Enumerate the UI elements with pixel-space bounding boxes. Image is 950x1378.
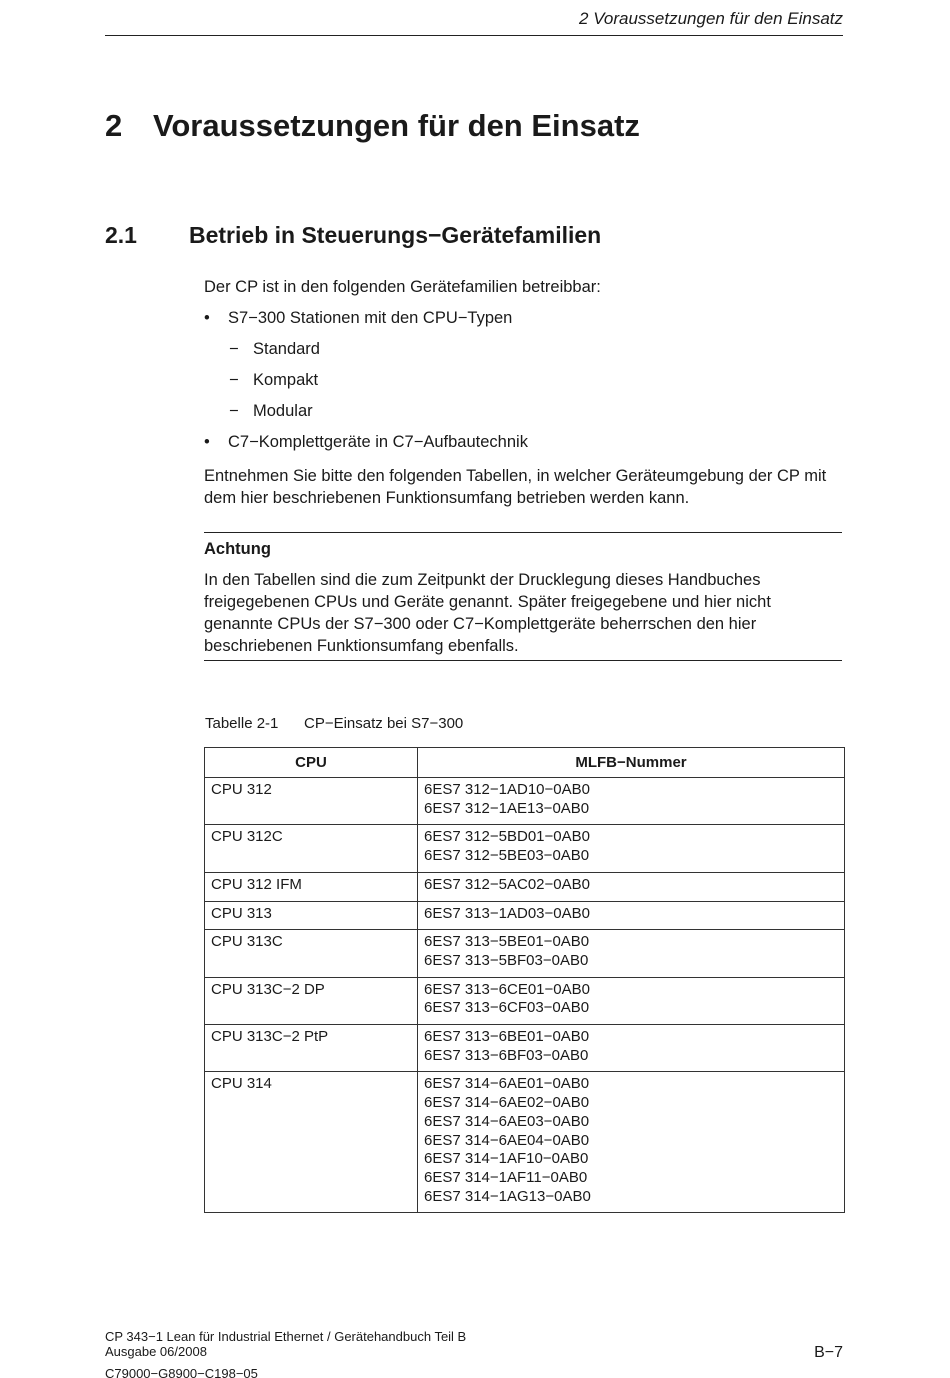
dash-text: Modular xyxy=(253,402,313,420)
table-row xyxy=(205,1025,845,1072)
mlfb-number: 6ES7 314−6AE02−0AB0 xyxy=(424,1094,590,1112)
mlfb-number: 6ES7 312−5BD01−0AB0 xyxy=(424,828,590,846)
mlfb-cell xyxy=(418,872,845,901)
cpu-cell: CPU 312C xyxy=(205,825,418,872)
table-row xyxy=(205,930,845,977)
table-caption-label: Tabelle 2-1 xyxy=(205,715,279,732)
mlfb-cell xyxy=(418,901,845,930)
bullet-item xyxy=(204,309,512,328)
dash-item xyxy=(229,371,318,390)
cpu-cell: CPU 312 IFM xyxy=(205,872,418,901)
note-title: Achtung xyxy=(204,540,271,558)
mlfb-cell xyxy=(418,930,845,977)
dash-item xyxy=(229,402,313,421)
header-rule xyxy=(105,35,843,36)
column-header-mlfb: MLFB−Nummer xyxy=(418,748,845,778)
table-header-row xyxy=(205,748,845,778)
mlfb-number: 6ES7 314−1AF11−0AB0 xyxy=(424,1168,588,1186)
section-title xyxy=(105,222,601,249)
mlfb-number: 6ES7 314−6AE03−0AB0 xyxy=(424,1112,590,1130)
table-row xyxy=(205,901,845,930)
mlfb-number: 6ES7 313−6CE01−0AB0 xyxy=(424,980,590,998)
mlfb-number: 6ES7 314−1AG13−0AB0 xyxy=(424,1187,591,1205)
footer-manual-title: CP 343−1 Lean für Industrial Ethernet / Gerätehandbuch Teil B xyxy=(105,1329,467,1344)
mlfb-number: 6ES7 312−1AE13−0AB0 xyxy=(424,799,590,817)
chapter-title-text: Voraussetzungen für den Einsatz xyxy=(153,108,640,143)
dash-text: Kompakt xyxy=(253,371,319,389)
mlfb-number: 6ES7 313−5BE01−0AB0 xyxy=(424,933,590,951)
table-row xyxy=(205,1072,845,1213)
table-caption xyxy=(205,715,463,732)
table-row xyxy=(205,825,845,872)
cpu-cell: CPU 312 xyxy=(205,778,418,825)
mlfb-number: 6ES7 313−6BE01−0AB0 xyxy=(424,1028,590,1046)
bullet-mark: • xyxy=(204,433,210,451)
cpu-cell: CPU 313C−2 PtP xyxy=(205,1025,418,1072)
mlfb-number: 6ES7 313−1AD03−0AB0 xyxy=(424,904,590,922)
mlfb-number: 6ES7 313−6CF03−0AB0 xyxy=(424,999,590,1017)
bullet-text: S7−300 Stationen mit den CPU−Typen xyxy=(228,309,513,327)
running-header: 2 Voraussetzungen für den Einsatz xyxy=(579,9,843,28)
footer-info xyxy=(105,1330,466,1359)
mlfb-number: 6ES7 312−1AD10−0AB0 xyxy=(424,781,590,798)
mlfb-cell xyxy=(418,1072,845,1213)
table-row xyxy=(205,977,845,1024)
table-row xyxy=(205,872,845,901)
bullet-text: C7−Komplettgeräte in C7−Aufbautechnik xyxy=(228,433,528,451)
dash-mark: − xyxy=(229,371,239,389)
table-row xyxy=(205,778,845,825)
body-paragraph: Entnehmen Sie bitte den folgenden Tabellen, in welcher Geräteumgebung der CP mit dem hier beschriebenen Funktionsumfang betrieben werden kann. xyxy=(204,467,827,507)
mlfb-cell xyxy=(418,778,845,825)
table-body xyxy=(205,778,845,1213)
intro-text: Der CP ist in den folgenden Gerätefamilien betreibbar: xyxy=(204,278,601,296)
cpu-table xyxy=(204,747,845,1213)
mlfb-number: 6ES7 314−6AE01−0AB0 xyxy=(424,1075,590,1093)
section-title-text: Betrieb in Steuerungs−Gerätefamilien xyxy=(189,222,602,248)
chapter-title xyxy=(105,108,640,144)
bullet-mark: • xyxy=(204,309,210,327)
mlfb-number: 6ES7 312−5BE03−0AB0 xyxy=(424,847,590,865)
mlfb-number: 6ES7 312−5AC02−0AB0 xyxy=(424,875,590,893)
mlfb-cell xyxy=(418,825,845,872)
dash-text: Standard xyxy=(253,340,320,358)
mlfb-number: 6ES7 313−6BF03−0AB0 xyxy=(424,1046,589,1064)
dash-item xyxy=(229,340,320,359)
table-caption-title: CP−Einsatz bei S7−300 xyxy=(304,715,464,732)
note-text: In den Tabellen sind die zum Zeitpunkt der Drucklegung dieses Handbuches freigegebenen CPUs und Geräte genannt. Später freigegebene und hier nicht genannte CPUs der S7−300 oder C7−Komplettgeräte beherrschen den hier beschriebenen Funktionsumfang ebenfalls. xyxy=(204,571,771,655)
chapter-number: 2 xyxy=(105,108,123,143)
note-top-rule xyxy=(204,532,842,533)
mlfb-number: 6ES7 313−5BF03−0AB0 xyxy=(424,951,589,969)
footer-edition: Ausgabe 06/2008 xyxy=(105,1343,207,1359)
column-header-cpu: CPU xyxy=(205,748,418,778)
mlfb-cell xyxy=(418,977,845,1024)
section-number: 2.1 xyxy=(105,222,137,248)
dash-mark: − xyxy=(229,402,239,420)
footer-order-code: C79000−G8900−C198−05 xyxy=(105,1366,258,1378)
cpu-cell: CPU 313C−2 DP xyxy=(205,977,418,1024)
dash-mark: − xyxy=(229,340,239,358)
mlfb-number: 6ES7 314−6AE04−0AB0 xyxy=(424,1131,590,1149)
cpu-cell: CPU 313C xyxy=(205,930,418,977)
cpu-cell: CPU 313 xyxy=(205,901,418,930)
bullet-item xyxy=(204,433,528,452)
note-bottom-rule xyxy=(204,660,842,661)
mlfb-number: 6ES7 314−1AF10−0AB0 xyxy=(424,1150,589,1168)
cpu-cell: CPU 314 xyxy=(205,1072,418,1213)
mlfb-cell xyxy=(418,1025,845,1072)
page-number: B−7 xyxy=(814,1344,843,1361)
